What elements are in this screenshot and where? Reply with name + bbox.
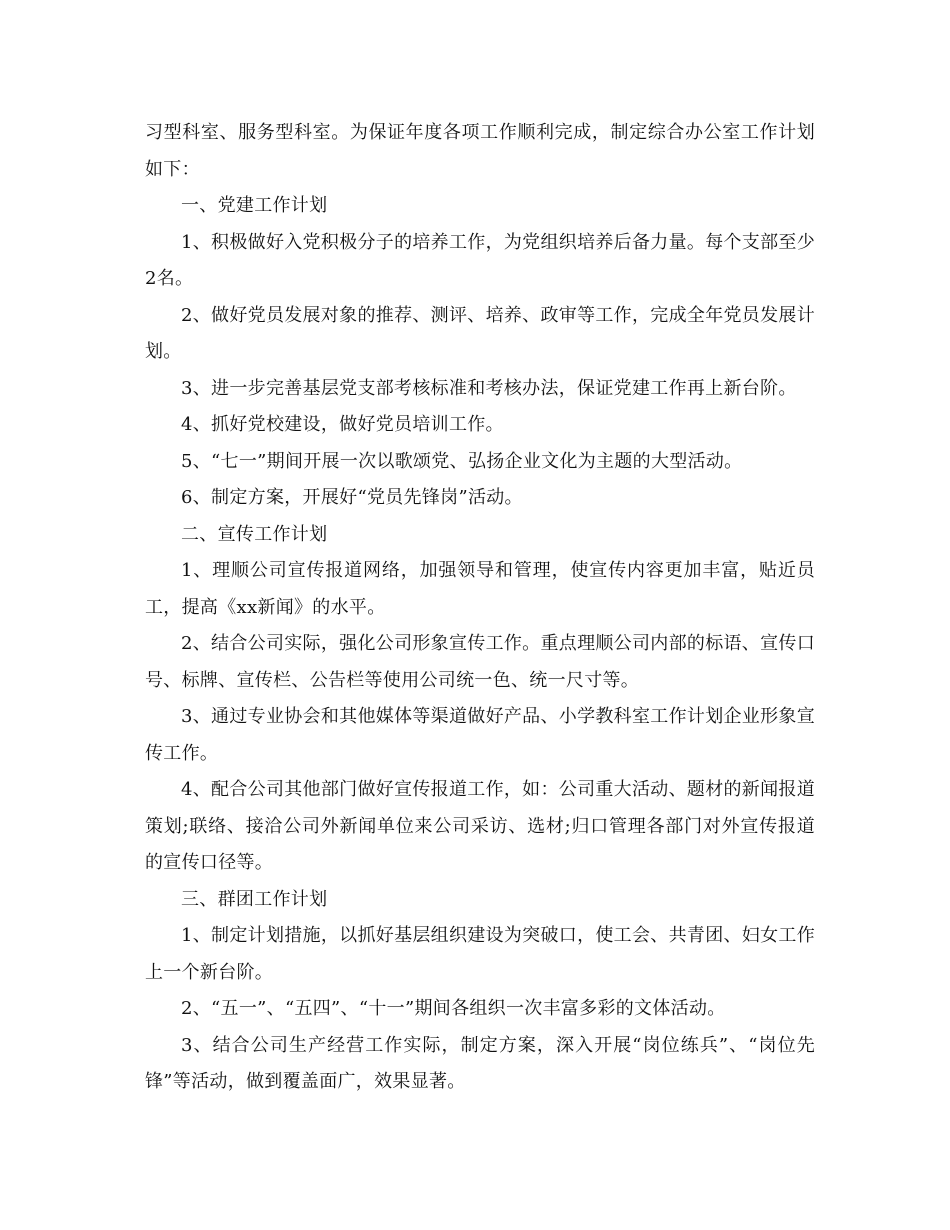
- section-heading-party-building: 一、党建工作计划: [181, 195, 328, 216]
- section-heading-mass-organizations: 三、群团工作计划: [181, 888, 328, 910]
- paragraph-item: 6、制定方案，开展好“党员先锋岗”活动。: [181, 487, 523, 508]
- paragraph-item: 5、“七一”期间开展一次以歌颂党、弘扬企业文化为主题的大型活动。: [181, 450, 743, 472]
- document-body: [145, 115, 815, 1101]
- paragraph-item: 2、“五一”、“五四”、“十一”期间各组织一次丰富多彩的文体活动。: [181, 998, 726, 1019]
- paragraph-item: 1、理顺公司宣传报道网络，加强领导和管理，使宣传内容更加丰富，贴近员工，提高《xx新闻》的水平。: [145, 560, 815, 618]
- paragraph-item: 3、结合公司生产经营工作实际，制定方案，深入开展“岗位练兵”、“岗位先锋”等活动，做到覆盖面广，效果显著。: [145, 1034, 815, 1092]
- paragraph-item: 1、制定计划措施，以抓好基层组织建设为突破口，使工会、共青团、妇女工作上一个新台阶。: [145, 925, 815, 983]
- paragraph-intro-continuation: 习型科室、服务型科室。为保证年度各项工作顺利完成，制定综合办公室工作计划如下：: [145, 122, 815, 180]
- paragraph-item: 2、结合公司实际，强化公司形象宣传工作。重点理顺公司内部的标语、宣传口号、标牌、宣传栏、公告栏等使用公司统一色、统一尺寸等。: [145, 633, 815, 691]
- paragraph-item: 4、配合公司其他部门做好宣传报道工作，如：公司重大活动、题材的新闻报道策划;联络、接洽公司外新闻单位来公司采访、选材;归口管理各部门对外宣传报道的宣传口径等。: [145, 779, 815, 873]
- paragraph-item: 1、积极做好入党积极分子的培养工作，为党组织培养后备力量。每个支部至少2名。: [145, 231, 815, 289]
- paragraph-item: 3、通过专业协会和其他媒体等渠道做好产品、小学教科室工作计划企业形象宣传工作。: [145, 706, 815, 764]
- section-heading-publicity: 二、宣传工作计划: [181, 523, 328, 545]
- paragraph-item: 3、进一步完善基层党支部考核标准和考核办法，保证党建工作再上新台阶。: [181, 377, 797, 399]
- paragraph-item: 2、做好党员发展对象的推荐、测评、培养、政审等工作，完成全年党员发展计划。: [145, 304, 815, 362]
- paragraph-item: 4、抓好党校建设，做好党员培训工作。: [181, 414, 504, 435]
